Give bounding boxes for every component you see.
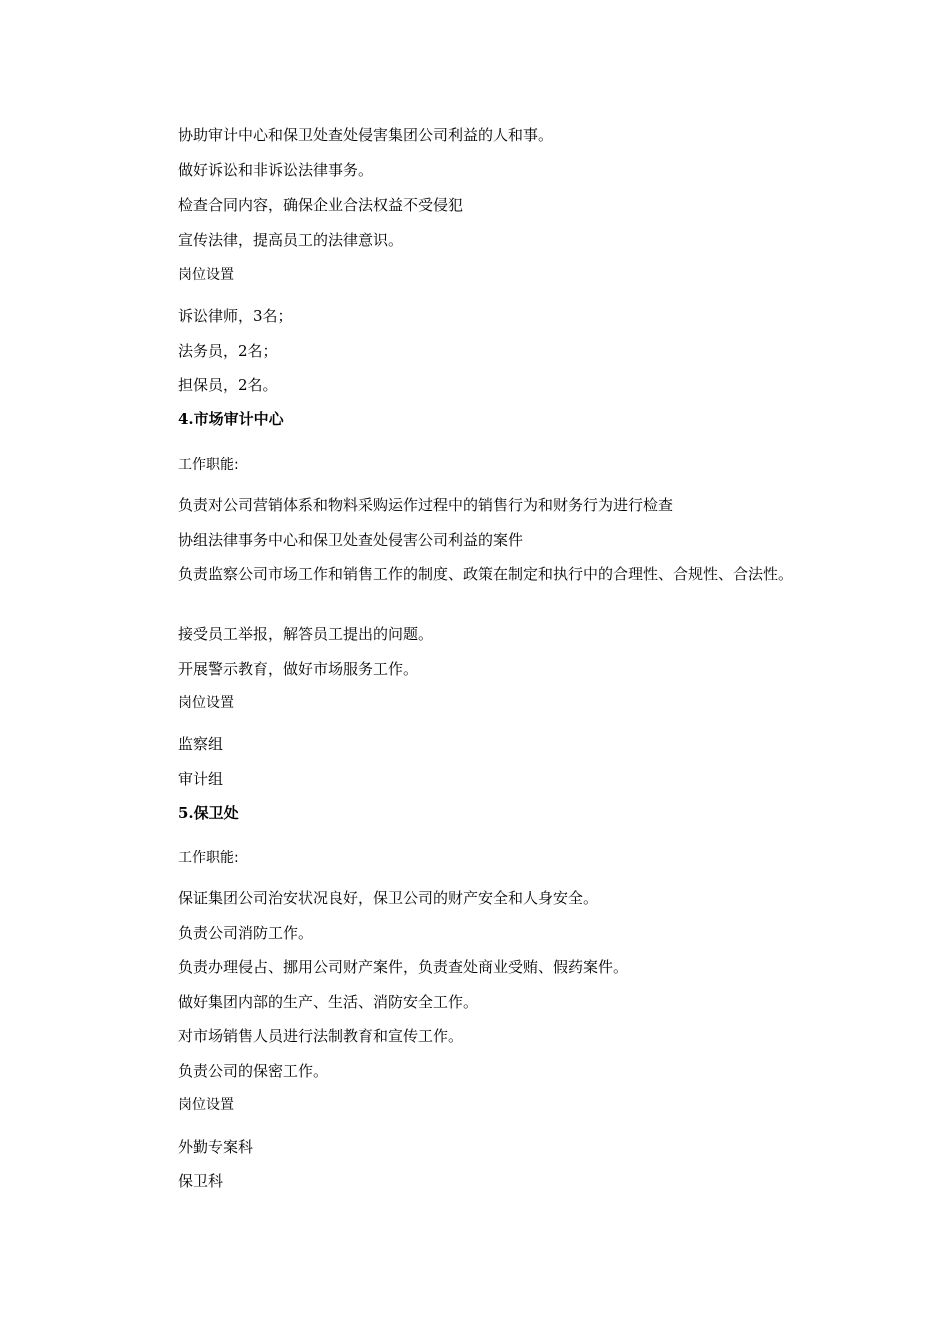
list-item-legal-officer: 法务员，2名；	[178, 342, 278, 360]
paragraph-fire-protection: 负责公司消防工作。	[178, 924, 314, 942]
section-heading-security: 5.保卫处	[178, 804, 239, 822]
paragraph-supervision: 负责监察公司市场工作和销售工作的制度、政策在制定和执行中的合理性、合规性、合法性。	[178, 565, 794, 583]
list-item-field-case-section: 外勤专案科	[178, 1138, 254, 1156]
paragraph-legal-education: 对市场销售人员进行法制教育和宣传工作。	[178, 1027, 464, 1045]
paragraph-sales-inspection: 负责对公司营销体系和物料采购运作过程中的销售行为和财务行为进行检查	[178, 496, 674, 514]
paragraph-confidentiality: 负责公司的保密工作。	[178, 1062, 329, 1080]
label-positions: 岗位设置	[178, 1097, 234, 1113]
section-heading-market-audit: 4.市场审计中心	[178, 410, 284, 428]
list-item-audit-group: 审计组	[178, 770, 224, 788]
label-functions: 工作职能:	[178, 457, 239, 473]
label-positions: 岗位设置	[178, 695, 234, 711]
paragraph-assist-audit: 协助审计中心和保卫处查处侵害集团公司利益的人和事。	[178, 126, 554, 144]
paragraph-reports: 接受员工举报，解答员工提出的问题。	[178, 625, 434, 643]
label-positions: 岗位设置	[178, 267, 234, 283]
paragraph-warning-education: 开展警示教育，做好市场服务工作。	[178, 660, 419, 678]
paragraph-contract-check: 检查合同内容，确保企业合法权益不受侵犯	[178, 196, 464, 214]
paragraph-litigation: 做好诉讼和非诉讼法律事务。	[178, 161, 374, 179]
list-item-security-section: 保卫科	[178, 1172, 224, 1190]
paragraph-internal-safety: 做好集团内部的生产、生活、消防安全工作。	[178, 993, 479, 1011]
list-item-litigation-lawyer: 诉讼律师，3名；	[178, 307, 293, 325]
paragraph-assist-legal: 协组法律事务中心和保卫处查处侵害公司利益的案件	[178, 531, 524, 549]
list-item-guarantor: 担保员，2名。	[178, 376, 278, 394]
paragraph-public-security: 保证集团公司治安状况良好，保卫公司的财产安全和人身安全。	[178, 889, 599, 907]
paragraph-law-promotion: 宣传法律，提高员工的法律意识。	[178, 231, 404, 249]
label-functions: 工作职能:	[178, 850, 239, 866]
list-item-supervision-group: 监察组	[178, 735, 224, 753]
paragraph-case-handling: 负责办理侵占、挪用公司财产案件，负责查处商业受贿、假药案件。	[178, 958, 629, 976]
